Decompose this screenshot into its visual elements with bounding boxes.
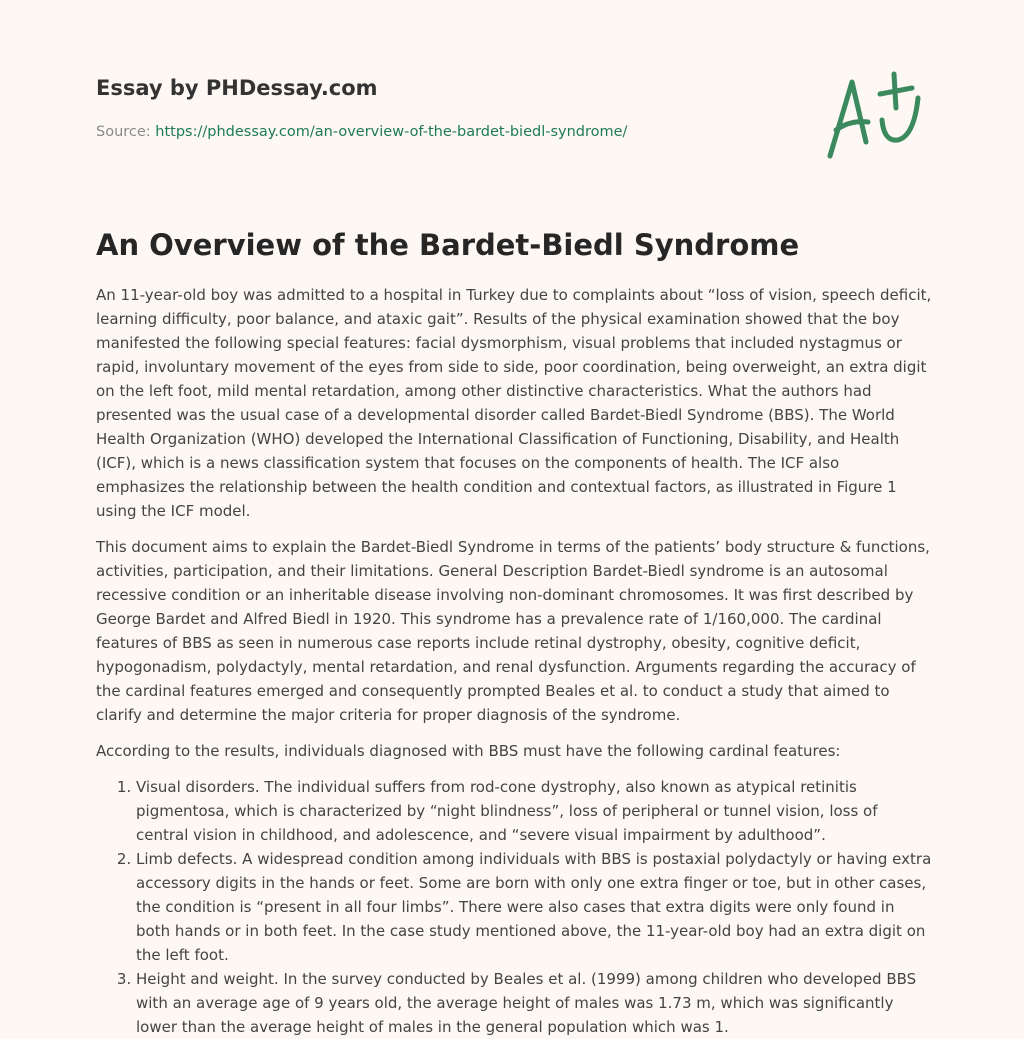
- list-item: 2. Limb defects. A widespread condition among individuals with BBS is postaxial polydactyly or having extra accessory digits in the hands or feet. Some are born with only one extra finger or toe, but in other cases, the condition is “present in all four limbs”. There were also cases that extra digits were only found in both hands or in both feet. In the case study mentioned above, the 11-year-old boy had an extra digit on the left foot.: [136, 847, 932, 967]
- source-link[interactable]: https://phdessay.com/an-overview-of-the-bardet-biedl-syndrome/: [155, 124, 628, 140]
- essay-paragraph: This document aims to explain the Bardet-Biedl Syndrome in terms of the patients’ body structure & functions, activities, participation, and their limitations. General Description Bardet-Biedl syndrome is an autosomal recessive condition or an inheritable disease involving non-dominant chromosomes. It was first described by George Bardet and Alfred Biedl in 1920. This syndrome has a prevalence rate of 1/160,000. The cardinal features of BBS as seen in numerous case reports include retinal dystrophy, obesity, cognitive deficit, hypogonadism, polydactyly, mental retardation, and renal dysfunction. Arguments regarding the accuracy of the cardinal features emerged and consequently prompted Beales et al. to conduct a study that aimed to clarify and determine the major criteria for proper diagnosis of the syndrome.: [96, 538, 930, 724]
- essay-paragraph: An 11-year-old boy was admitted to a hospital in Turkey due to complaints about “loss of vision, speech deficit, learning difficulty, poor balance, and ataxic gait”. Results of the physical examination showed that the boy manifested the following special features: facial dysmorphism, visual problems that included nystagmus or rapid, involuntary movement of the eyes from side to side, poor coordination, being overweight, an extra digit on the left foot, mild mental retardation, among other distinctive characteristics. What the authors had presented was the usual case of a developmental disorder called Bardet-Biedl Syndrome (BBS). The World Health Organization (WHO) developed the International Classification of Functioning, Disability, and Health (ICF), which is a news classification system that focuses on the components of health. The ICF also emphasizes the relationship between the health condition and contextual factors, as illustrated in Figure 1 using the ICF model.: [96, 286, 932, 520]
- a-plus-logo-icon: [822, 68, 926, 164]
- list-item: 1. Visual disorders. The individual suffers from rod-cone dystrophy, also known as atypical retinitis pigmentosa, which is characterized by “night blindness”, loss of peripheral or tunnel vision, loss of central vision in childhood, and adolescence, and “severe visual impairment by adulthood”.: [136, 775, 932, 847]
- source-label: Source:: [96, 124, 151, 140]
- cardinal-features-list: [96, 775, 932, 1039]
- source-line: [96, 124, 627, 140]
- list-item: 3. Height and weight. In the survey conducted by Beales et al. (1999) among children who developed BBS with an average age of 9 years old, the average height of males was 1.73 m, which was significantly lower than the average height of males in the general population which was 1.: [136, 967, 932, 1039]
- document-title: An Overview of the Bardet-Biedl Syndrome: [96, 228, 800, 262]
- essay-body: [96, 283, 932, 1039]
- site-title: Essay by PHDessay.com: [96, 76, 378, 100]
- essay-paragraph: According to the results, individuals diagnosed with BBS must have the following cardinal features:: [96, 742, 841, 760]
